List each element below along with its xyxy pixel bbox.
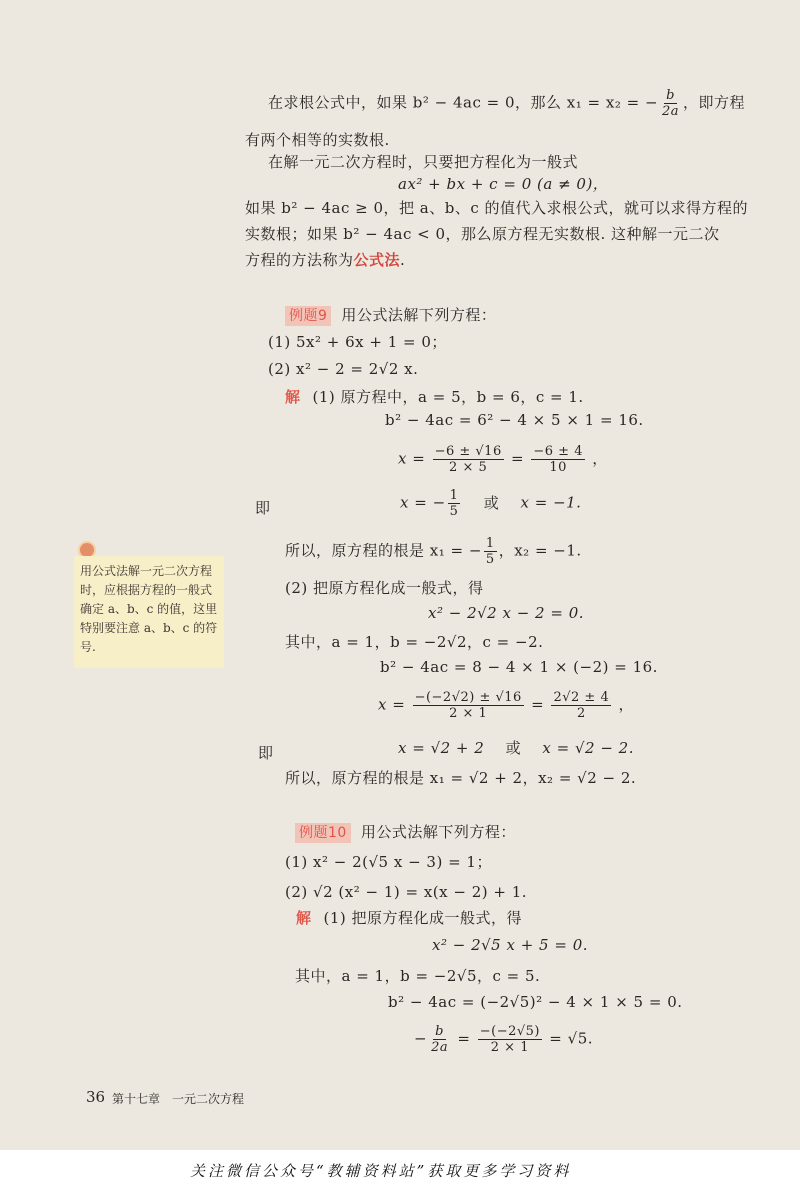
para1-line2: 有两个相等的实数根. [245, 131, 390, 149]
fraction [448, 488, 461, 519]
denominator: 10 [549, 460, 567, 475]
example10-q1: (1) x² − 2(√5 x − 3) = 1； [285, 853, 492, 871]
text: = [531, 695, 545, 714]
para2-line4: 实数根；如果 b² − 4ac < 0，那么原方程无实数根. 这种解一元二次 [245, 225, 720, 243]
numerator: b [666, 88, 675, 103]
section-label: 一元二次方程 [172, 1092, 245, 1106]
example10-q2: (2) √2 (x² − 1) = x(x − 2) + 1. [285, 883, 528, 901]
key-term: 公式法 [353, 251, 401, 269]
example9-coefficients: 其中，a = 1，b = −2√2，c = −2. [285, 633, 544, 651]
text: . [400, 251, 406, 269]
text: 所以，原方程的根是 x₁ = − [285, 541, 482, 560]
numerator: −(−2√5) [479, 1024, 541, 1039]
example9-ji: 即 [255, 499, 271, 517]
example9-ji2: 即 [258, 744, 274, 762]
example10-coefficients: 其中，a = 1，b = −2√5，c = 5. [295, 967, 541, 985]
solution-marker: 解 [296, 909, 312, 927]
fraction [551, 690, 611, 721]
fraction [484, 536, 497, 567]
para2-line5 [245, 250, 405, 270]
numerator: 2√2 ± 4 [553, 690, 610, 705]
example10-general-form: x² − 2√5 x + 5 = 0. [432, 936, 589, 954]
fraction [531, 444, 585, 475]
text: (1) 把原方程化成一般式，得 [323, 909, 523, 927]
example9-conclusion2: 所以，原方程的根是 x₁ = √2 + 2，x₂ = √2 − 2. [285, 769, 637, 787]
example10-discriminant: b² − 4ac = (−2√5)² − 4 × 1 × 5 = 0. [388, 993, 683, 1011]
text: 方程的方法称为 [245, 251, 354, 269]
denominator: 2a [662, 104, 680, 119]
text: − [414, 1029, 428, 1048]
denominator: 2 × 5 [449, 460, 488, 475]
text: x = √2 + 2 [398, 739, 485, 757]
example9-q2: (2) x² − 2 = 2√2 x. [268, 360, 419, 378]
para1-line1 [268, 88, 745, 119]
numerator: −6 ± √16 [434, 444, 502, 459]
example10-sol-step1 [296, 908, 522, 928]
solution-marker: 解 [285, 388, 301, 406]
para2-line3: 如果 b² − 4ac ≥ 0，把 a、b、c 的值代入求根公式，就可以求得方程的 [245, 199, 749, 217]
text: ，即方程 [683, 93, 746, 112]
text: 在求根公式中，如果 b² − 4ac = 0，那么 x₁ = x₂ = − [268, 93, 659, 112]
fraction [413, 690, 524, 721]
example9-discriminant2: b² − 4ac = 8 − 4 × 1 × (−2) = 16. [380, 658, 658, 676]
denominator: 2 [576, 706, 586, 721]
text: x = −1. [520, 493, 582, 512]
text: 或 [505, 739, 522, 757]
example-title: 用公式法解下列方程： [360, 823, 516, 841]
example10-double-root [414, 1024, 593, 1055]
example9-q1: (1) 5x² + 6x + 1 = 0； [268, 333, 447, 351]
numerator: 1 [485, 536, 495, 551]
text: = [457, 1029, 471, 1048]
text: (1) 原方程中，a = 5，b = 6，c = 1. [312, 388, 584, 406]
fraction [429, 1024, 450, 1055]
example9-formula [398, 444, 608, 475]
text: x = √2 − 2. [542, 739, 634, 757]
text: x = [378, 695, 406, 714]
text: = [511, 449, 525, 468]
para2-line1: 在解一元二次方程时，只要把方程化为一般式 [268, 153, 579, 171]
text: ，x₂ = −1. [498, 541, 582, 560]
example9-part2: (2) 把原方程化成一般式，得 [285, 579, 484, 597]
text: 或 [483, 493, 500, 512]
example-tag: 例题9 [285, 306, 331, 326]
denominator: 2 × 1 [449, 706, 488, 721]
example9-discriminant: b² − 4ac = 6² − 4 × 5 × 1 = 16. [385, 411, 644, 429]
fraction [478, 1024, 542, 1055]
example-title: 用公式法解下列方程： [341, 306, 497, 324]
side-note: 用公式法解一元二次方程时，应根据方程的一般式确定 a、b、c 的值，这里特别要注意 a、b、c 的符号. [74, 556, 224, 668]
para2-equation: ax² + bx + c = 0 (a ≠ 0)， [398, 175, 609, 193]
example9-formula2 [378, 690, 634, 721]
denominator: 5 [485, 552, 495, 567]
numerator: b [435, 1024, 444, 1039]
example9-header [285, 305, 496, 326]
text: x = − [400, 493, 446, 512]
page-number: 36 [86, 1088, 106, 1106]
example-tag: 例题10 [295, 823, 351, 843]
denominator: 2 × 1 [490, 1040, 529, 1055]
fraction [660, 88, 681, 119]
example9-roots-line2 [398, 738, 634, 758]
chapter-label: 第十七章 [112, 1092, 161, 1106]
text: = √5. [549, 1029, 594, 1048]
example9-roots-line [400, 488, 581, 519]
numerator: −6 ± 4 [533, 444, 583, 459]
text: ， [618, 695, 635, 714]
text: x = [398, 449, 426, 468]
fraction [433, 444, 504, 475]
example9-conclusion1 [285, 536, 582, 567]
example9-sol-step1 [285, 387, 584, 407]
text: ， [592, 449, 608, 468]
numerator: −(−2√2) ± √16 [414, 690, 522, 705]
numerator: 1 [449, 488, 459, 503]
bottom-caption: 关注微信公众号“教辅资料站”获取更多学习资料 [190, 1162, 572, 1180]
example9-general-form: x² − 2√2 x − 2 = 0. [428, 604, 585, 622]
denominator: 2a [431, 1040, 449, 1055]
denominator: 5 [449, 504, 459, 519]
example10-header [295, 822, 516, 843]
